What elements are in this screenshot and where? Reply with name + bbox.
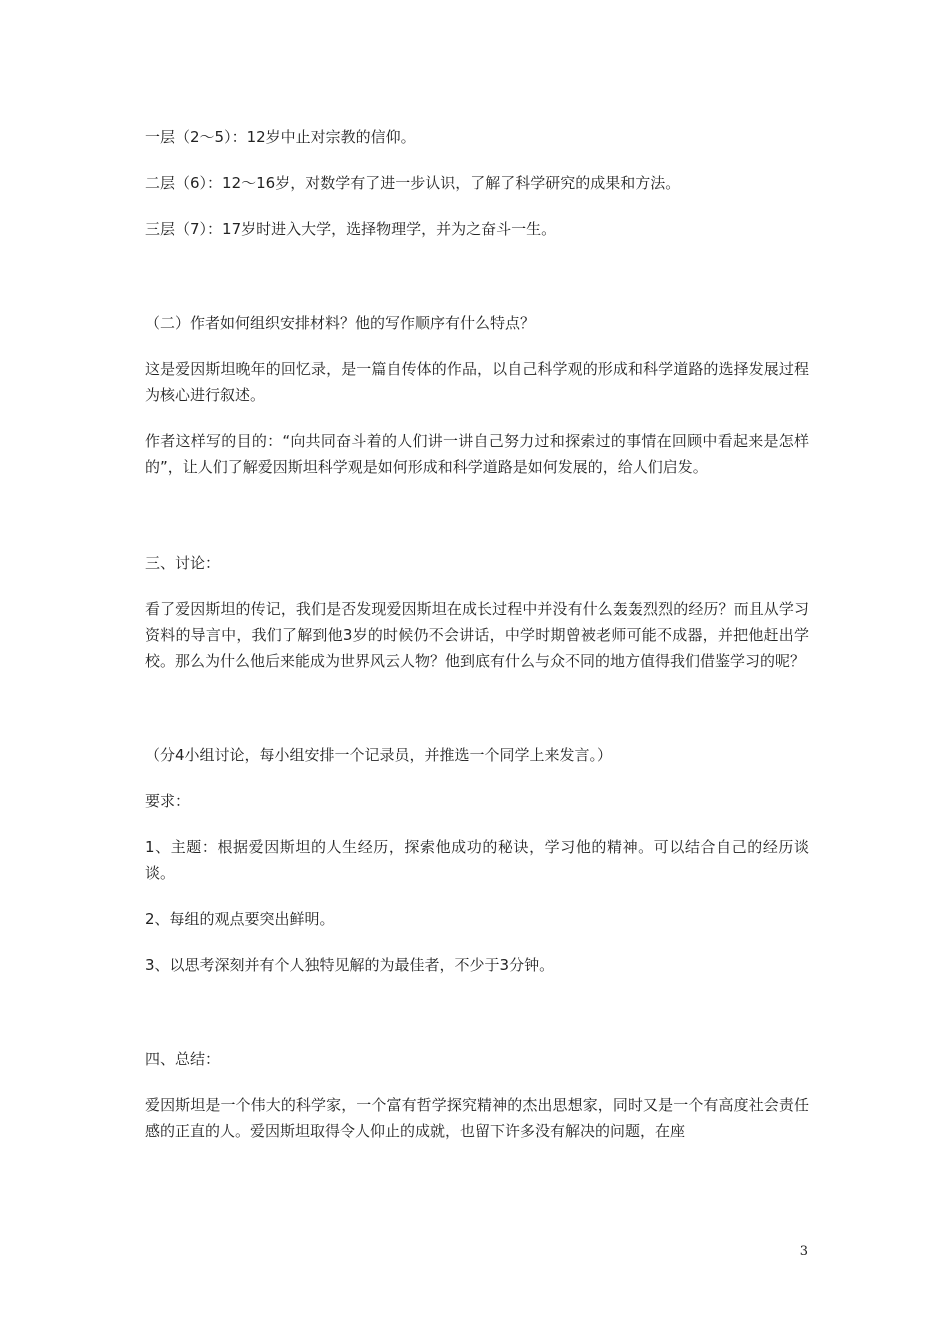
- paragraph-discussion: 看了爱因斯坦的传记，我们是否发现爱因斯坦在成长过程中并没有什么轰轰烈烈的经历？而且从学习资料的导言中，我们了解到他3岁的时候仍不会讲话，中学时期曾被老师可能不成器，并把他赶出学校。那么为什么他后来能成为世界风云人物？他到底有什么与众不同的地方值得我们借鉴学习的呢？: [145, 600, 809, 670]
- document-body: [145, 124, 809, 1144]
- paragraph-group-note: （分4小组讨论，每小组安排一个记录员，并推选一个同学上来发言。）: [145, 746, 613, 764]
- paragraph-layer-one: 一层（2～5）：12岁中止对宗教的信仰。: [145, 128, 416, 146]
- page-number: 3: [799, 1244, 808, 1259]
- paragraph-layer-two: 二层（6）：12～16岁，对数学有了进一步认识，了解了科学研究的成果和方法。: [145, 174, 681, 192]
- paragraph-memoir: 这是爱因斯坦晚年的回忆录，是一篇自传体的作品，以自己科学观的形成和科学道路的选择发展过程为核心进行叙述。: [145, 360, 809, 404]
- requirements-heading: 要求：: [145, 792, 191, 810]
- requirement-item-1: 1、主题：根据爱因斯坦的人生经历，探索他成功的秘诀，学习他的精神。可以结合自己的经历谈谈。: [145, 838, 809, 882]
- requirement-item-3: 3、以思考深刻并有个人独特见解的为最佳者，不少于3分钟。: [145, 956, 555, 974]
- paragraph-layer-three: 三层（7）：17岁时进入大学，选择物理学，并为之奋斗一生。: [145, 220, 557, 238]
- section-heading-discussion: 三、讨论：: [145, 554, 221, 572]
- paragraph-summary: 爱因斯坦是一个伟大的科学家，一个富有哲学探究精神的杰出思想家，同时又是一个有高度社会责任感的正直的人。爱因斯坦取得令人仰止的成就，也留下许多没有解决的问题，在座: [145, 1096, 809, 1140]
- paragraph-purpose: 作者这样写的目的：“向共同奋斗着的人们讲一讲自己努力过和探索过的事情在回顾中看起来是怎样的”，让人们了解爱因斯坦科学观是如何形成和科学道路是如何发展的，给人们启发。: [145, 432, 809, 476]
- question-heading: （二）作者如何组织安排材料？他的写作顺序有什么特点？: [145, 314, 536, 332]
- requirement-item-2: 2、每组的观点要突出鲜明。: [145, 910, 335, 928]
- section-heading-summary: 四、总结：: [145, 1050, 221, 1068]
